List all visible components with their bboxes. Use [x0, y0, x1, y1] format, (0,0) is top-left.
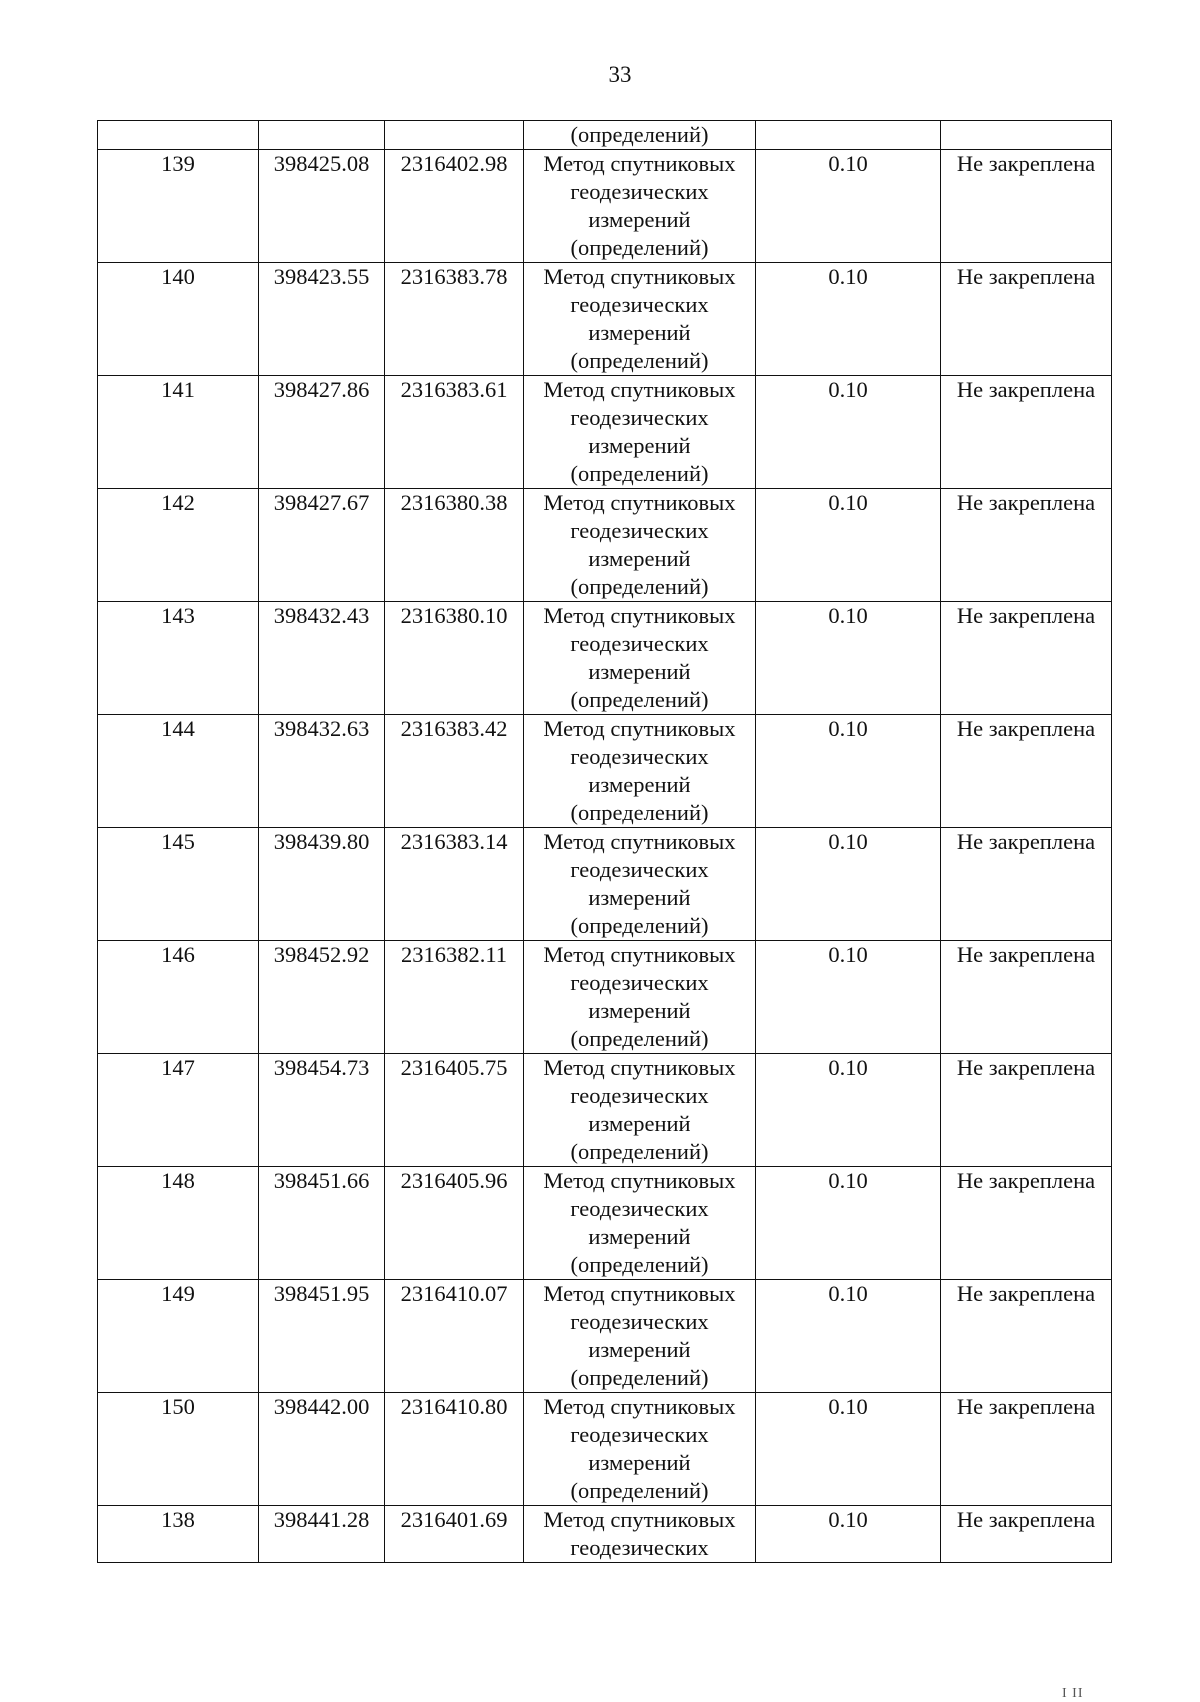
table-row: [98, 1054, 1112, 1167]
fixing-cell: Не закреплена: [941, 715, 1112, 828]
method-line: Метод спутниковых: [543, 1394, 736, 1419]
method-line: измерений: [588, 320, 691, 345]
method-cell: [524, 1167, 756, 1280]
method-cell: [524, 376, 756, 489]
y-coordinate-cell: 2316410.07: [385, 1280, 524, 1393]
method-cell: [524, 828, 756, 941]
point-number-cell: 146: [98, 941, 259, 1054]
table-row: [98, 489, 1112, 602]
method-line: измерений: [588, 659, 691, 684]
method-line: Метод спутниковых: [543, 377, 736, 402]
method-line: измерений: [588, 1111, 691, 1136]
x-coordinate-cell: 398432.43: [259, 602, 385, 715]
method-line: измерений: [588, 998, 691, 1023]
point-number-cell: 139: [98, 150, 259, 263]
accuracy-cell: 0.10: [756, 715, 941, 828]
method-line: (определений): [570, 913, 709, 938]
point-number-cell: 144: [98, 715, 259, 828]
fixing-cell: Не закреплена: [941, 150, 1112, 263]
method-line: (определений): [570, 687, 709, 712]
y-coordinate-cell: 2316410.80: [385, 1393, 524, 1506]
method-cell: [524, 489, 756, 602]
method-line: измерений: [588, 207, 691, 232]
method-line: измерений: [588, 885, 691, 910]
accuracy-cell: 0.10: [756, 602, 941, 715]
fixing-cell: Не закреплена: [941, 489, 1112, 602]
method-line: (определений): [570, 574, 709, 599]
method-line: геодезических: [570, 1422, 709, 1447]
table-row: [98, 263, 1112, 376]
method-line: геодезических: [570, 179, 709, 204]
y-coordinate-cell: 2316383.61: [385, 376, 524, 489]
method-line: геодезических: [570, 1309, 709, 1334]
method-cell: [524, 1054, 756, 1167]
point-number-cell: 143: [98, 602, 259, 715]
method-line: (определений): [570, 1365, 709, 1390]
accuracy-cell: 0.10: [756, 1280, 941, 1393]
method-line: Метод спутниковых: [543, 942, 736, 967]
accuracy-cell: 0.10: [756, 941, 941, 1054]
point-number-cell: 147: [98, 1054, 259, 1167]
x-coordinate-cell: 398427.86: [259, 376, 385, 489]
table-row: [98, 150, 1112, 263]
method-line: (определений): [570, 1026, 709, 1051]
method-line: (определений): [570, 800, 709, 825]
method-line: Метод спутниковых: [543, 1055, 736, 1080]
point-number-cell: 145: [98, 828, 259, 941]
accuracy-cell: [756, 121, 941, 150]
method-line: геодезических: [570, 631, 709, 656]
table-row: [98, 828, 1112, 941]
x-coordinate-cell: 398454.73: [259, 1054, 385, 1167]
fixing-cell: Не закреплена: [941, 941, 1112, 1054]
method-cell: [524, 715, 756, 828]
method-cell: [524, 1506, 756, 1563]
point-number-cell: 141: [98, 376, 259, 489]
accuracy-cell: 0.10: [756, 489, 941, 602]
method-cell: [524, 1280, 756, 1393]
method-line: Метод спутниковых: [543, 1507, 736, 1532]
fixing-cell: Не закреплена: [941, 1167, 1112, 1280]
fixing-cell: Не закреплена: [941, 1280, 1112, 1393]
x-coordinate-cell: 398451.95: [259, 1280, 385, 1393]
fixing-cell: Не закреплена: [941, 1393, 1112, 1506]
x-coordinate-cell: 398423.55: [259, 263, 385, 376]
table-row: [98, 941, 1112, 1054]
y-coordinate-cell: 2316383.78: [385, 263, 524, 376]
method-line: измерений: [588, 1337, 691, 1362]
method-line: Метод спутниковых: [543, 490, 736, 515]
y-coordinate-cell: 2316380.38: [385, 489, 524, 602]
method-cell: [524, 150, 756, 263]
x-coordinate-cell: 398452.92: [259, 941, 385, 1054]
accuracy-cell: 0.10: [756, 1167, 941, 1280]
point-cell: [98, 121, 259, 150]
method-line: геодезических: [570, 857, 709, 882]
method-line: (определений): [570, 1478, 709, 1503]
y-coordinate-cell: 2316405.96: [385, 1167, 524, 1280]
method-line: геодезических: [570, 744, 709, 769]
accuracy-cell: 0.10: [756, 1054, 941, 1167]
method-line: (определений): [570, 1252, 709, 1277]
method-line: измерений: [588, 1450, 691, 1475]
table-row: [98, 1506, 1112, 1563]
accuracy-cell: 0.10: [756, 828, 941, 941]
method-cell: [524, 121, 756, 150]
method-cell: [524, 941, 756, 1054]
method-line: измерений: [588, 433, 691, 458]
method-line: геодезических: [570, 970, 709, 995]
method-line: Метод спутниковых: [543, 151, 736, 176]
coordinates-table: [97, 120, 1112, 1563]
method-cell: [524, 1393, 756, 1506]
method-line: Метод спутниковых: [543, 829, 736, 854]
method-line: геодезических: [570, 1535, 709, 1560]
method-line: (определений): [570, 348, 709, 373]
x-cell: [259, 121, 385, 150]
y-coordinate-cell: 2316405.75: [385, 1054, 524, 1167]
x-coordinate-cell: 398441.28: [259, 1506, 385, 1563]
table-row: [98, 1393, 1112, 1506]
accuracy-cell: 0.10: [756, 1506, 941, 1563]
fixing-cell: Не закреплена: [941, 602, 1112, 715]
x-coordinate-cell: 398442.00: [259, 1393, 385, 1506]
x-coordinate-cell: 398451.66: [259, 1167, 385, 1280]
fixing-cell: Не закреплена: [941, 828, 1112, 941]
point-number-cell: 142: [98, 489, 259, 602]
method-line: Метод спутниковых: [543, 1168, 736, 1193]
table-row: [98, 602, 1112, 715]
fixing-cell: Не закреплена: [941, 1054, 1112, 1167]
table-row: [98, 1280, 1112, 1393]
method-line: геодезических: [570, 1083, 709, 1108]
accuracy-cell: 0.10: [756, 263, 941, 376]
method-line: Метод спутниковых: [543, 264, 736, 289]
fixing-cell: Не закреплена: [941, 376, 1112, 489]
table-row: [98, 376, 1112, 489]
method-line: (определений): [570, 235, 709, 260]
fixing-cell: Не закреплена: [941, 263, 1112, 376]
method-line: Метод спутниковых: [543, 1281, 736, 1306]
method-line: (определений): [570, 1139, 709, 1164]
point-number-cell: 150: [98, 1393, 259, 1506]
point-number-cell: 138: [98, 1506, 259, 1563]
accuracy-cell: 0.10: [756, 1393, 941, 1506]
method-line: измерений: [588, 772, 691, 797]
accuracy-cell: 0.10: [756, 150, 941, 263]
x-coordinate-cell: 398425.08: [259, 150, 385, 263]
point-number-cell: 149: [98, 1280, 259, 1393]
page-number: 33: [608, 62, 632, 87]
method-line: Метод спутниковых: [543, 603, 736, 628]
y-coordinate-cell: 2316402.98: [385, 150, 524, 263]
method-line: Метод спутниковых: [543, 716, 736, 741]
x-coordinate-cell: 398439.80: [259, 828, 385, 941]
method-line: геодезических: [570, 518, 709, 543]
scan-mark: I II: [1062, 1686, 1084, 1701]
method-line: (определений): [570, 461, 709, 486]
method-line: геодезических: [570, 292, 709, 317]
y-coordinate-cell: 2316383.42: [385, 715, 524, 828]
table-row: [98, 715, 1112, 828]
method-line: измерений: [588, 546, 691, 571]
point-number-cell: 148: [98, 1167, 259, 1280]
method-line: геодезических: [570, 405, 709, 430]
point-number-cell: 140: [98, 263, 259, 376]
continuation-row: [98, 121, 1112, 150]
fixing-cell: [941, 121, 1112, 150]
fixing-cell: Не закреплена: [941, 1506, 1112, 1563]
method-line: геодезических: [570, 1196, 709, 1221]
method-line: измерений: [588, 1224, 691, 1249]
y-coordinate-cell: 2316401.69: [385, 1506, 524, 1563]
method-cell: [524, 602, 756, 715]
y-coordinate-cell: 2316380.10: [385, 602, 524, 715]
table-row: [98, 1167, 1112, 1280]
y-coordinate-cell: 2316382.11: [385, 941, 524, 1054]
accuracy-cell: 0.10: [756, 376, 941, 489]
x-coordinate-cell: 398427.67: [259, 489, 385, 602]
y-cell: [385, 121, 524, 150]
method-line: (определений): [570, 122, 709, 147]
y-coordinate-cell: 2316383.14: [385, 828, 524, 941]
x-coordinate-cell: 398432.63: [259, 715, 385, 828]
method-cell: [524, 263, 756, 376]
